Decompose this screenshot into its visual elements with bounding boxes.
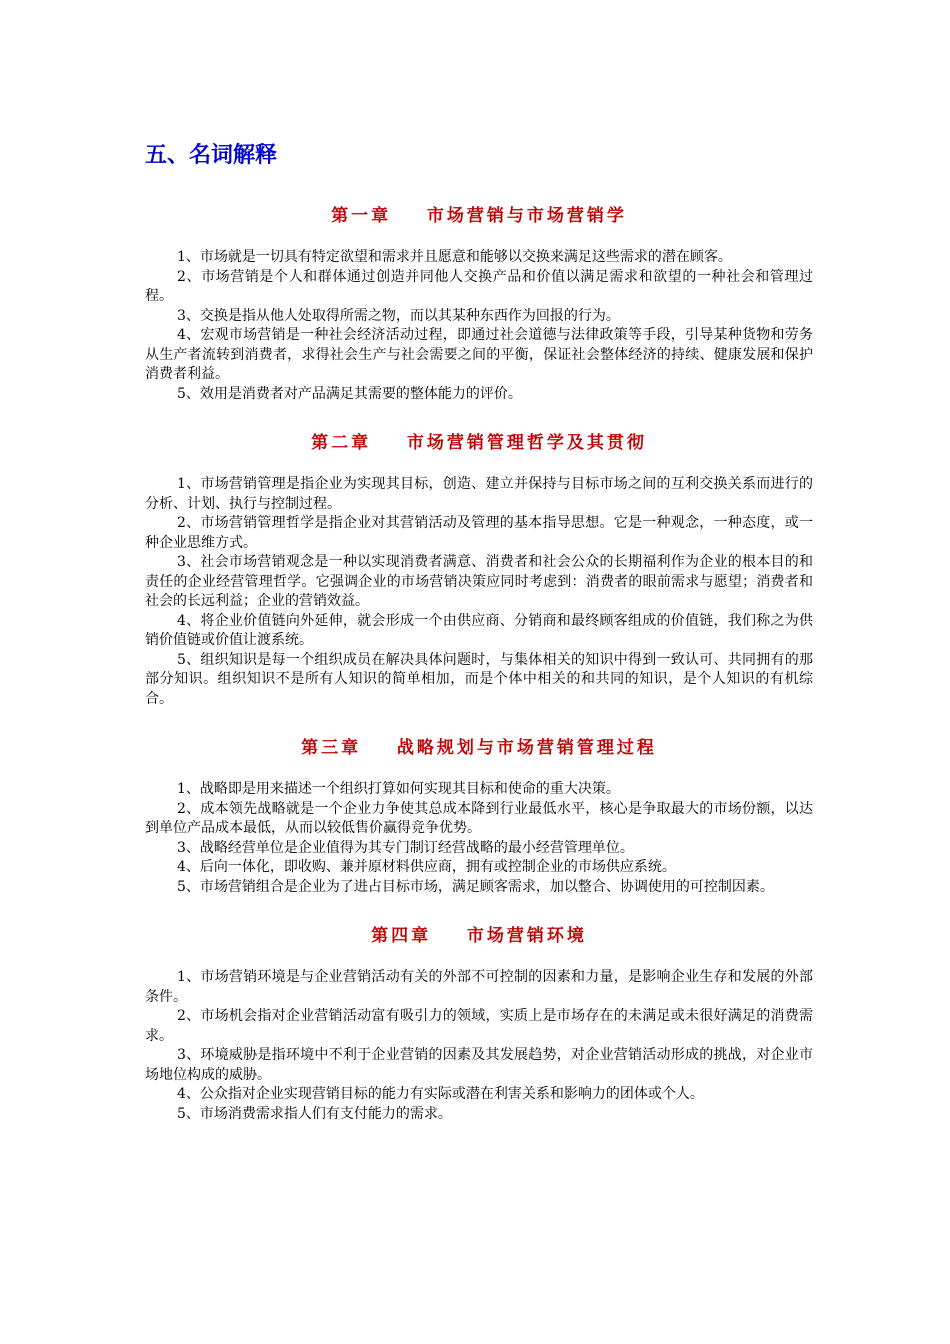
definition-item: 4、宏观市场营销是一种社会经济活动过程，即通过社会道德与法律政策等手段，引导某种货物和劳务从生产者流转到消费者，求得社会生产与社会需要之间的平衡，保证社会整体经济的持续、健康发展和保护消费者利益。 [145, 327, 813, 382]
document-page [145, 136, 813, 1124]
definition-item: 1、市场营销环境是与企业营销活动有关的外部不可控制的因素和力量，是影响企业生存和发展的外部条件。 [145, 969, 813, 1005]
definition-item: 5、效用是消费者对产品满足其需要的整体能力的评价。 [177, 385, 522, 402]
definition-list [145, 968, 813, 1124]
spacer [145, 897, 813, 924]
chapter-4 [145, 924, 813, 1124]
definition-item: 2、市场营销管理哲学是指企业对其营销活动及管理的基本指导思想。它是一种观念，一种态度，或一种企业思维方式。 [145, 515, 813, 551]
spacer [145, 404, 813, 431]
definition-item: 2、成本领先战略就是一个企业力争使其总成本降到行业最低水平，核心是争取最大的市场份额，以达到单位产品成本最低，从而以较低售价赢得竞争优势。 [145, 800, 813, 836]
chapter-2 [145, 431, 813, 709]
chapter-title: 第三章 战略规划与市场营销管理过程 [301, 738, 657, 758]
definition-item: 3、环境威胁是指环境中不利于企业营销的因素及其发展趋势，对企业营销活动形成的挑战，对企业市场地位构成的威胁。 [145, 1047, 813, 1083]
chapter-title: 第四章 市场营销环境 [371, 926, 587, 946]
chapter-1 [145, 204, 813, 404]
chapter-title: 第一章 市场营销与市场营销学 [331, 206, 627, 226]
definition-item: 3、战略经营单位是企业值得为其专门制订经营战略的最小经营管理单位。 [177, 839, 634, 856]
definition-item: 1、战略即是用来描述一个组织打算如何实现其目标和使命的重大决策。 [177, 781, 620, 797]
definition-item: 5、组织知识是每一个组织成员在解决具体问题时，与集体相关的知识中得到一致认可、共同拥有的那部分知识。组织知识不是所有人知识的简单相加，而是个体中相关的和共同的知识，是个人知识的有机综合。 [145, 651, 813, 707]
definition-item: 1、市场就是一切具有特定欲望和需求并且愿意和能够以交换来满足这些需求的潜在顾客。 [177, 249, 732, 265]
definition-item: 2、市场营销是个人和群体通过创造并同他人交换产品和价值以满足需求和欲望的一种社会和管理过程。 [145, 268, 813, 304]
definition-list [145, 475, 813, 709]
definition-list [145, 248, 813, 404]
chapter-3 [145, 736, 813, 897]
definition-item: 4、后向一体化，即收购、兼并原材料供应商，拥有或控制企业的市场供应系统。 [177, 859, 676, 875]
definition-item: 3、交换是指从他人处取得所需之物，而以其某种东西作为回报的行为。 [177, 307, 620, 324]
definition-list [145, 780, 813, 897]
definition-item: 5、市场消费需求指人们有支付能力的需求。 [177, 1105, 452, 1122]
definition-item: 5、市场营销组合是企业为了进占目标市场，满足顾客需求，加以整合、协调使用的可控制因素。 [177, 878, 774, 895]
definition-item: 2、市场机会指对企业营销活动富有吸引力的领域，实质上是市场存在的未满足或未很好满足的消费需求。 [145, 1008, 813, 1044]
definition-item: 3、社会市场营销观念是一种以实现消费者满意、消费者和社会公众的长期福利作为企业的根本目的和责任的企业经营管理哲学。它强调企业的市场营销决策应同时考虑到：消费者的眼前需求与愿望；消费者和社会的长远利益；企业的营销效益。 [145, 554, 813, 609]
definition-item: 4、将企业价值链向外延伸，就会形成一个由供应商、分销商和最终顾客组成的价值链，我们称之为供销价值链或价值让渡系统。 [145, 612, 813, 648]
spacer [145, 709, 813, 736]
definition-item: 1、市场营销管理是指企业为实现其目标，创造、建立并保持与目标市场之间的互利交换关系而进行的分析、计划、执行与控制过程。 [145, 476, 813, 512]
definition-item: 4、公众指对企业实现营销目标的能力有实际或潜在利害关系和影响力的团体或个人。 [177, 1086, 704, 1102]
section-heading: 五、名词解释 [145, 143, 278, 168]
chapter-title: 第二章 市场营销管理哲学及其贯彻 [311, 433, 647, 453]
